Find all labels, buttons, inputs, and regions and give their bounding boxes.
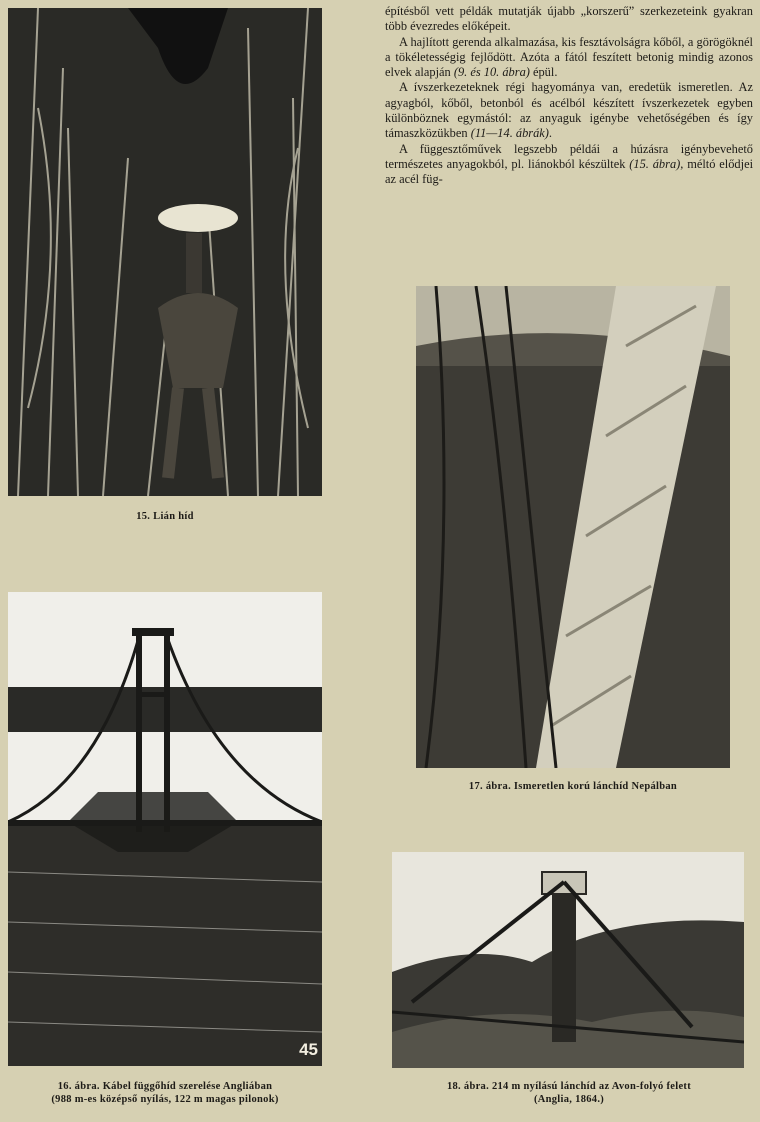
figure-16-caption: 16. ábra. Kábel függőhíd szerelése Angliában (988 m-es középső nyílás, 122 m magas pilonok)	[51, 1081, 279, 1105]
avon-chain-bridge-photo	[392, 852, 744, 1068]
suspension-bridge-construction-photo	[8, 592, 322, 1066]
nepal-chain-bridge-photo	[416, 286, 730, 768]
figure-18-caption: 18. ábra. 214 m nyílású lánchíd az Avon-folyó felett (Anglia, 1864.)	[446, 1081, 692, 1105]
paragraph-4: A függesztőművek legszebb példái a húzásra igénybevehető természetes anyagokból, pl. liánokból készültek (15. ábra), méltó elődjei az acél füg-	[385, 141, 754, 187]
paragraph-2: A hajlított gerenda alkalmazása, kis fesztávolságra kőből, a görögöknél a tökéletességig fejlődött. Azóta a fától feszített betonig mindig azonos elvek alapján (9. és 10. ábra) épül.	[385, 34, 753, 80]
paragraph-1: építésből vett példák mutatják újabb „korszerű” szerkezeteink gyakran több évezredes előképeit.	[385, 4, 753, 34]
page-number: 45	[299, 1040, 318, 1059]
article-text	[385, 4, 753, 188]
paragraph-3: A ívszerkezeteknek régi hagyománya van, eredetük ismeretlen. Az agyagból, kőből, betonból és acélból készített ívszerkezetek egyben különböznek egymástól: az anyaguk igénybe vehetőségében és így támaszközükben (11—14. ábrák).	[385, 80, 753, 141]
figure-17-caption: 17. ábra. Ismeretlen korú lánchíd Nepálban	[468, 781, 678, 792]
figure-15-caption: 15. Lián híd	[136, 511, 194, 522]
liana-bridge-photo	[8, 8, 322, 496]
